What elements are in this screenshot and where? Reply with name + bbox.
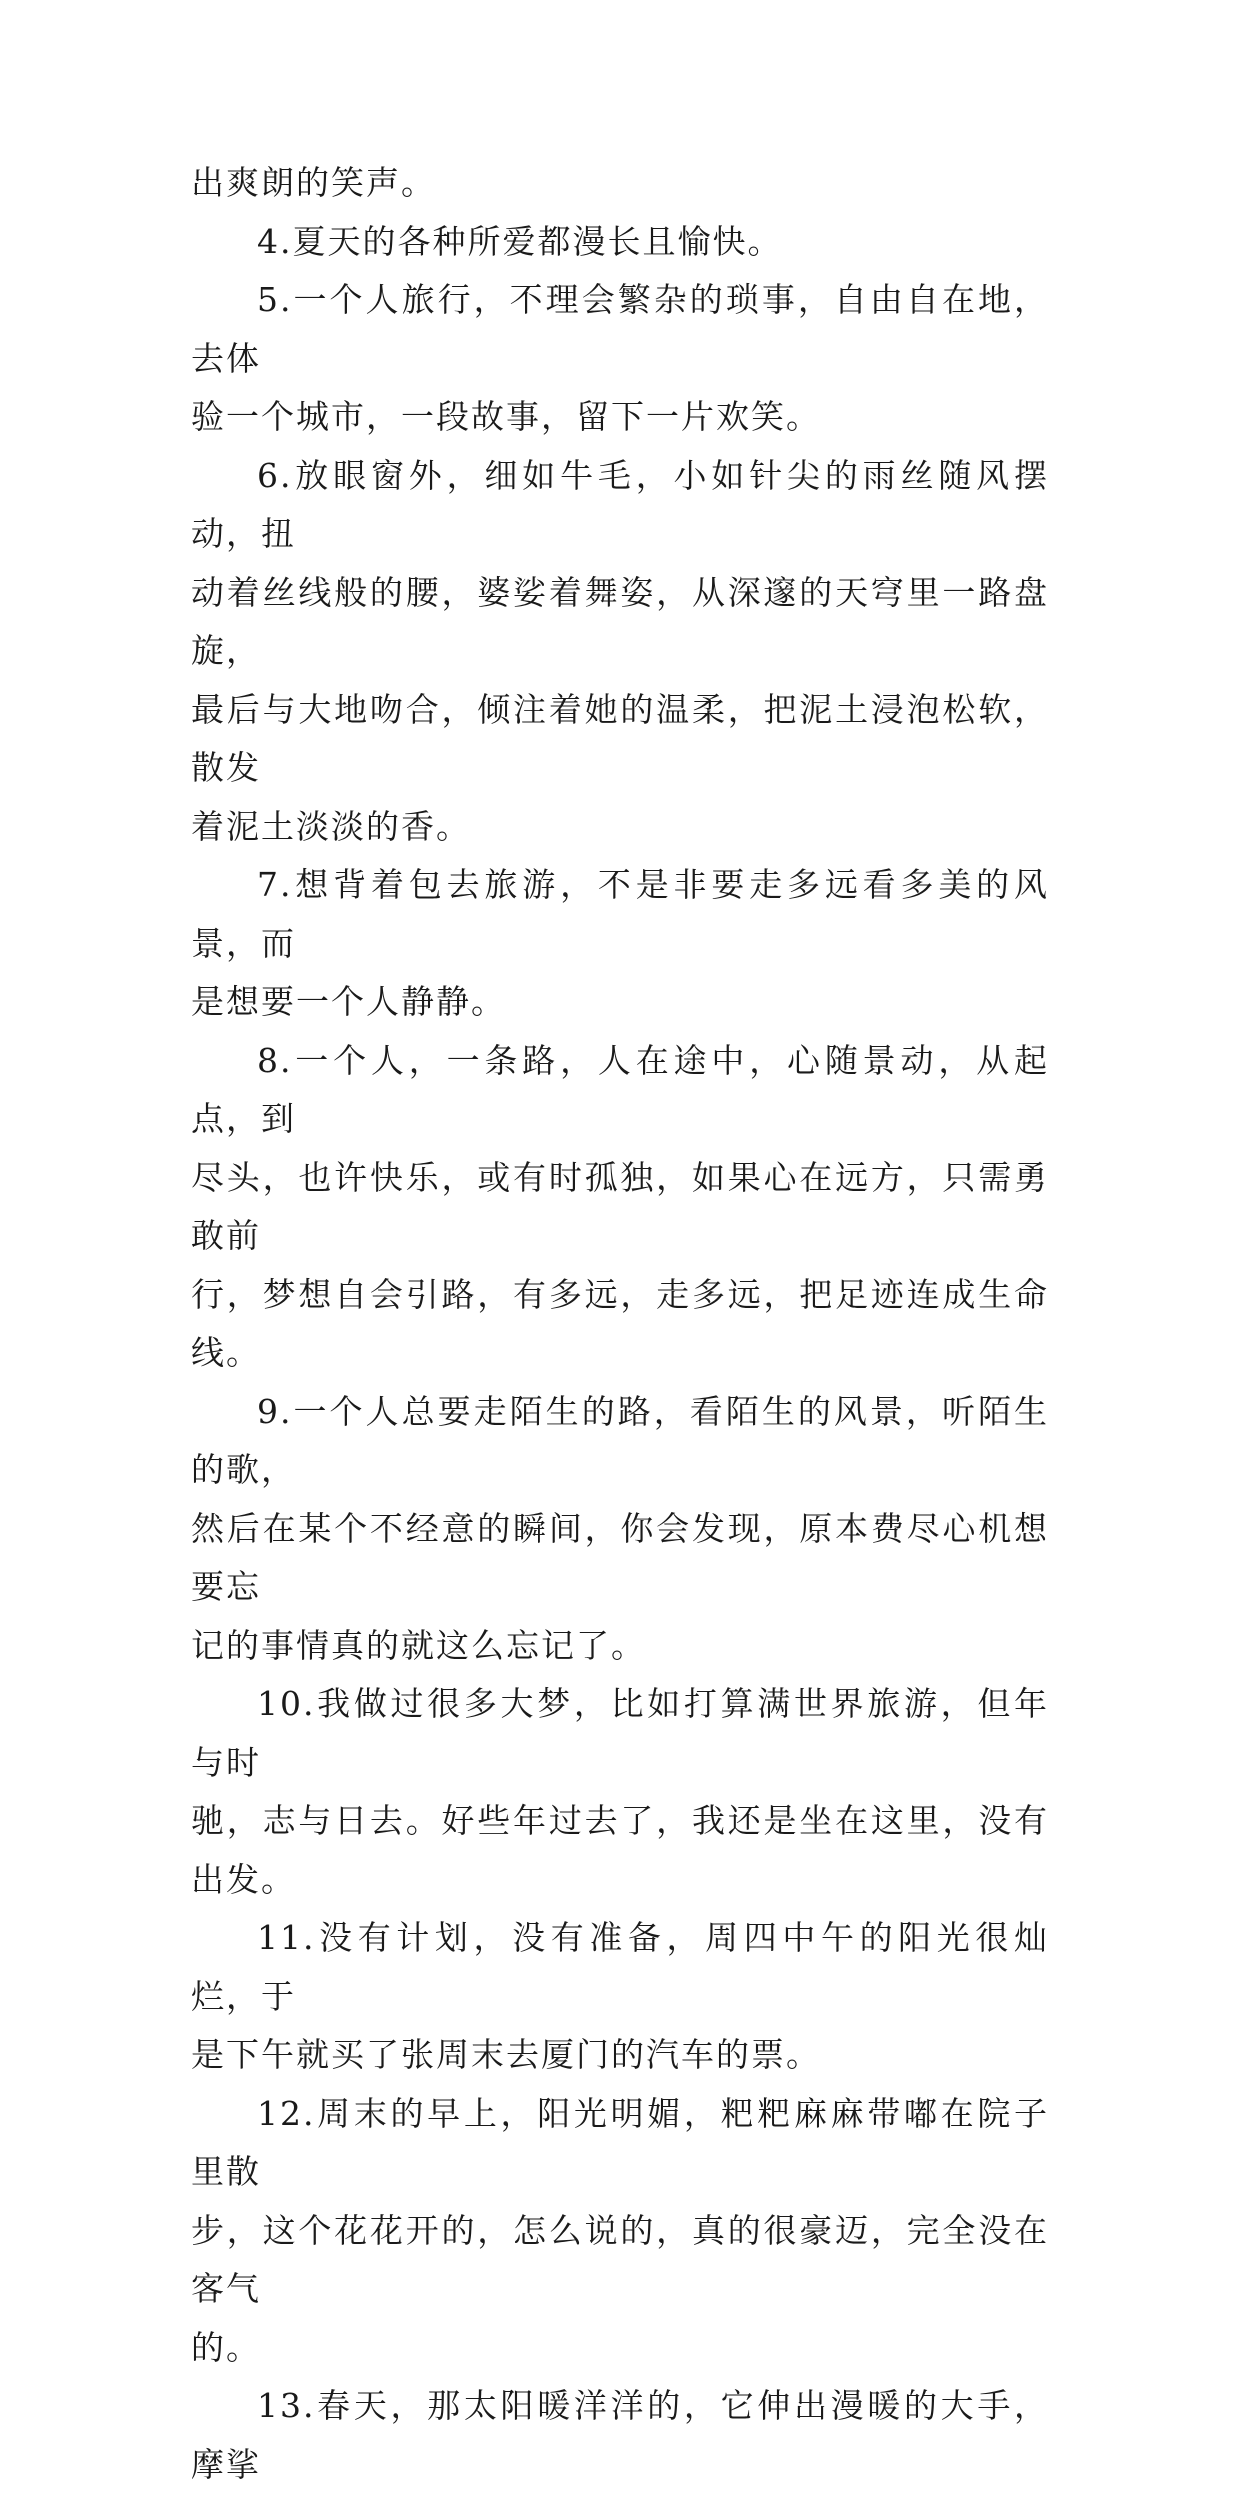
paragraph-item-8: 8.一个人，一条路，人在途中，心随景动，从起点，到 尽头，也许快乐，或有时孤独，如果心在远方，只需勇敢前 行，梦想自会引路，有多远，走多远，把足迹连成生命线。 (191, 1040, 1049, 1372)
document-body (191, 154, 1049, 2494)
paragraph-item-13: 13.春天，那太阳暖洋洋的，它伸出漫暖的大手，摩挲 (191, 2386, 1049, 2484)
paragraph-item-11: 11.没有计划，没有准备，周四中午的阳光很灿烂，于 是下午就买了张周末去厦门的汽车的票。 (191, 1918, 1049, 2074)
paragraph-item-9: 9.一个人总要走陌生的路，看陌生的风景，听陌生的歌， 然后在某个不经意的瞬间，你会发现，原本费尽心机想要忘 记的事情真的就这么忘记了。 (191, 1391, 1049, 1665)
paragraph-item-10: 10.我做过很多大梦，比如打算满世界旅游，但年与时 驰，志与日去。好些年过去了，我还是坐在这里，没有出发。 (191, 1684, 1049, 1899)
paragraph-continuation: 出爽朗的笑声。 (191, 163, 436, 202)
paragraph-item-5: 5.一个人旅行，不理会繁杂的琐事，自由自在地，去体 验一个城市，一段故事，留下一片欢笑。 (191, 280, 1049, 436)
paragraph-item-4: 4.夏天的各种所爱都漫长且愉快。 (257, 221, 783, 261)
paragraph-item-6: 6.放眼窗外，细如牛毛，小如针尖的雨丝随风摆动，扭 动着丝线般的腰，婆娑着舞姿，从深邃的天穹里一路盘旋， 最后与大地吻合，倾注着她的温柔，把泥土浸泡松软，散发 着泥土淡淡的香。 (191, 455, 1049, 846)
paragraph-item-7: 7.想背着包去旅游，不是非要走多远看多美的风景，而 是想要一个人静静。 (191, 865, 1049, 1021)
paragraph-item-12: 12.周末的早上，阳光明媚，粑粑麻麻带嘟在院子里散 步，这个花花开的，怎么说的，真的很豪迈，完全没在客气 的。 (191, 2093, 1049, 2367)
